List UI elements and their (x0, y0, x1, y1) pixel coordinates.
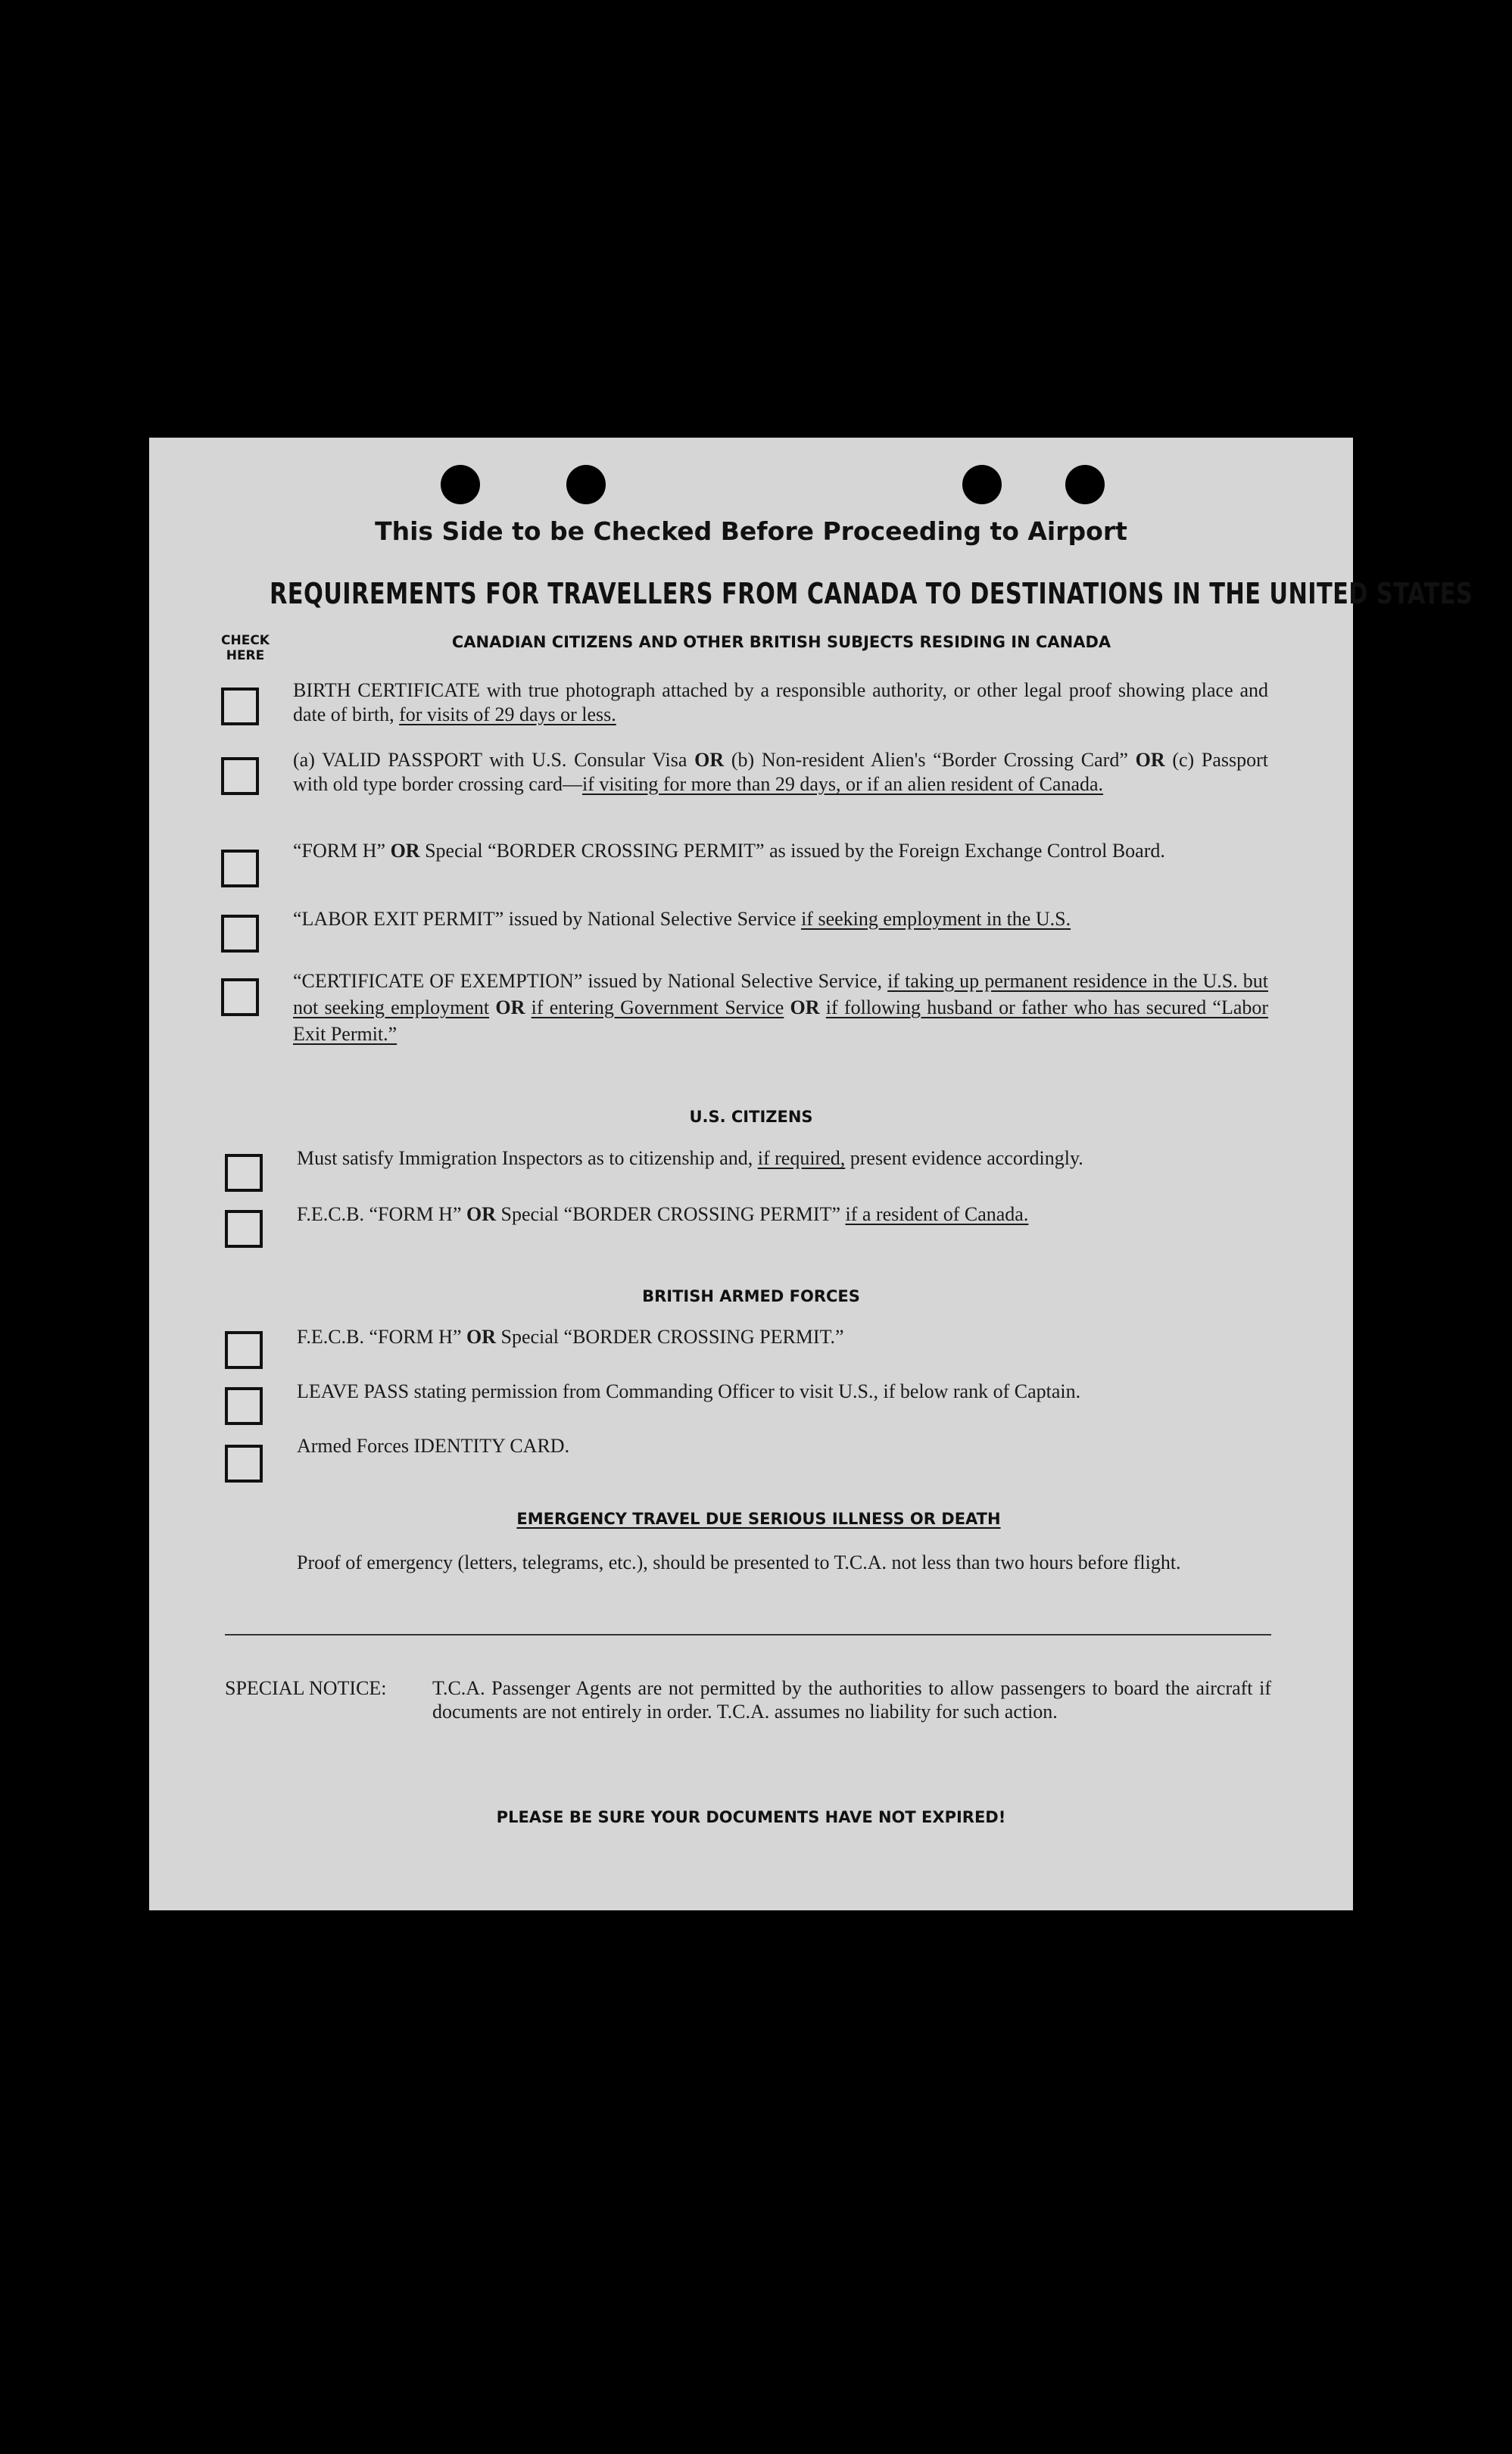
item-text: (b) Non-resident Alien's “Border Crossing Card” (731, 749, 1128, 771)
check-here-line-2: HERE (226, 648, 265, 663)
or-keyword: OR (790, 996, 820, 1018)
item-text: Armed Forces IDENTITY CARD. (297, 1435, 570, 1457)
footer-warning: PLEASE BE SURE YOUR DOCUMENTS HAVE NOT EXPIRED! (496, 1808, 1006, 1826)
checkbox-immigration[interactable] (225, 1154, 263, 1192)
item-text: present evidence accordingly. (850, 1147, 1083, 1169)
item-text: (a) VALID PASSPORT with U.S. Consular Visa (293, 749, 687, 771)
item-text: (c) Passport with old type border crossing card— (293, 749, 1269, 795)
checkbox-labor-exit-permit[interactable] (221, 915, 259, 953)
checkbox-form-h[interactable] (221, 850, 259, 887)
item-condition: if visiting for more than 29 days, or if an alien resident of Canada. (581, 773, 1104, 795)
section-heading-us: U.S. CITIZENS (689, 1108, 813, 1126)
divider (225, 1634, 1271, 1635)
checkbox-leave-pass[interactable] (225, 1387, 263, 1425)
item-text: F.E.C.B. “FORM H” (297, 1203, 462, 1225)
item-birth-certificate (293, 678, 1268, 727)
item-text: Special “BORDER CROSSING PERMIT.” (500, 1326, 844, 1348)
item-text: Special “BORDER CROSSING PERMIT” as issued by the Foreign Exchange Control Board. (425, 840, 1165, 862)
punch-hole (566, 465, 606, 504)
item-form-h (293, 839, 1268, 863)
or-keyword: OR (1135, 749, 1165, 771)
item-immigration (297, 1146, 1270, 1171)
item-text: LEAVE PASS stating permission from Commanding Officer to visit U.S., if below rank of Captain. (297, 1380, 1081, 1402)
punch-hole (441, 465, 480, 504)
item-valid-passport (293, 748, 1268, 797)
emergency-text: Proof of emergency (letters, telegrams, etc.), should be presented to T.C.A. not less than two hours before flight. (297, 1551, 1181, 1573)
item-text: “LABOR EXIT PERMIT” issued by National Selective Service (293, 908, 797, 930)
section-heading-canadian: CANADIAN CITIZENS AND OTHER BRITISH SUBJECTS RESIDING IN CANADA (451, 633, 1111, 651)
item-certificate-of-exemption (293, 968, 1268, 1047)
item-condition: if seeking employment in the U.S. (801, 908, 1071, 930)
or-keyword: OR (495, 996, 525, 1018)
item-condition: if required, (757, 1147, 846, 1169)
section-heading-forces: BRITISH ARMED FORCES (642, 1287, 860, 1305)
punch-hole (1065, 465, 1105, 504)
item-text: “FORM H” (293, 840, 386, 862)
item-fecb-form-h-us (297, 1202, 1270, 1227)
or-keyword: OR (466, 1203, 496, 1225)
item-condition: if following husband or father who has secured “Labor Exit Permit.” (293, 996, 1269, 1045)
checkbox-certificate-of-exemption[interactable] (221, 978, 259, 1016)
item-leave-pass (297, 1380, 1270, 1404)
or-keyword: OR (694, 749, 725, 771)
item-condition: if a resident of Canada. (845, 1203, 1029, 1225)
item-text: BIRTH CERTIFICATE with true photograph attached by a responsible authority, or other legal proof showing place and date of birth, (293, 679, 1268, 725)
item-text: Must satisfy Immigration Inspectors as to citizenship and, (297, 1147, 753, 1169)
item-text: F.E.C.B. “FORM H” (297, 1326, 462, 1348)
item-text: “CERTIFICATE OF EXEMPTION” issued by National Selective Service, (293, 970, 883, 992)
special-notice-text: T.C.A. Passenger Agents are not permitted by the authorities to allow passengers to board the aircraft if documents are not entirely in order. T.C.A. assumes no liability for such action. (432, 1677, 1271, 1723)
special-notice-label: SPECIAL NOTICE: (225, 1677, 387, 1699)
item-text: Special “BORDER CROSSING PERMIT” (500, 1203, 840, 1225)
punch-hole (962, 465, 1002, 504)
item-identity-card (297, 1434, 1270, 1458)
item-condition: if entering Government Service (531, 996, 784, 1018)
section-heading-emergency: EMERGENCY TRAVEL DUE SERIOUS ILLNESS OR DEATH (516, 1510, 1001, 1528)
checkbox-identity-card[interactable] (225, 1445, 263, 1483)
or-keyword: OR (390, 840, 420, 862)
item-fecb-form-h-forces (297, 1325, 1270, 1349)
checkbox-fecb-form-h-us[interactable] (225, 1210, 263, 1248)
top-instruction: This Side to be Checked Before Proceeding to Airport (375, 516, 1127, 546)
checkbox-birth-certificate[interactable] (221, 688, 259, 725)
item-condition: if taking up permanent residence in the U.S. but not seeking employment (293, 970, 1268, 1018)
checkbox-fecb-form-h-forces[interactable] (225, 1331, 263, 1369)
check-here-line-1: CHECK (221, 633, 270, 648)
item-condition: for visits of 29 days or less. (399, 703, 616, 725)
or-keyword: OR (466, 1326, 496, 1348)
checkbox-valid-passport[interactable] (221, 757, 259, 795)
page-title: REQUIREMENTS FOR TRAVELLERS FROM CANADA TO DESTINATIONS IN THE UNITED STATES (270, 577, 1473, 610)
document-sheet (149, 438, 1473, 1910)
item-labor-exit-permit (293, 907, 1268, 931)
